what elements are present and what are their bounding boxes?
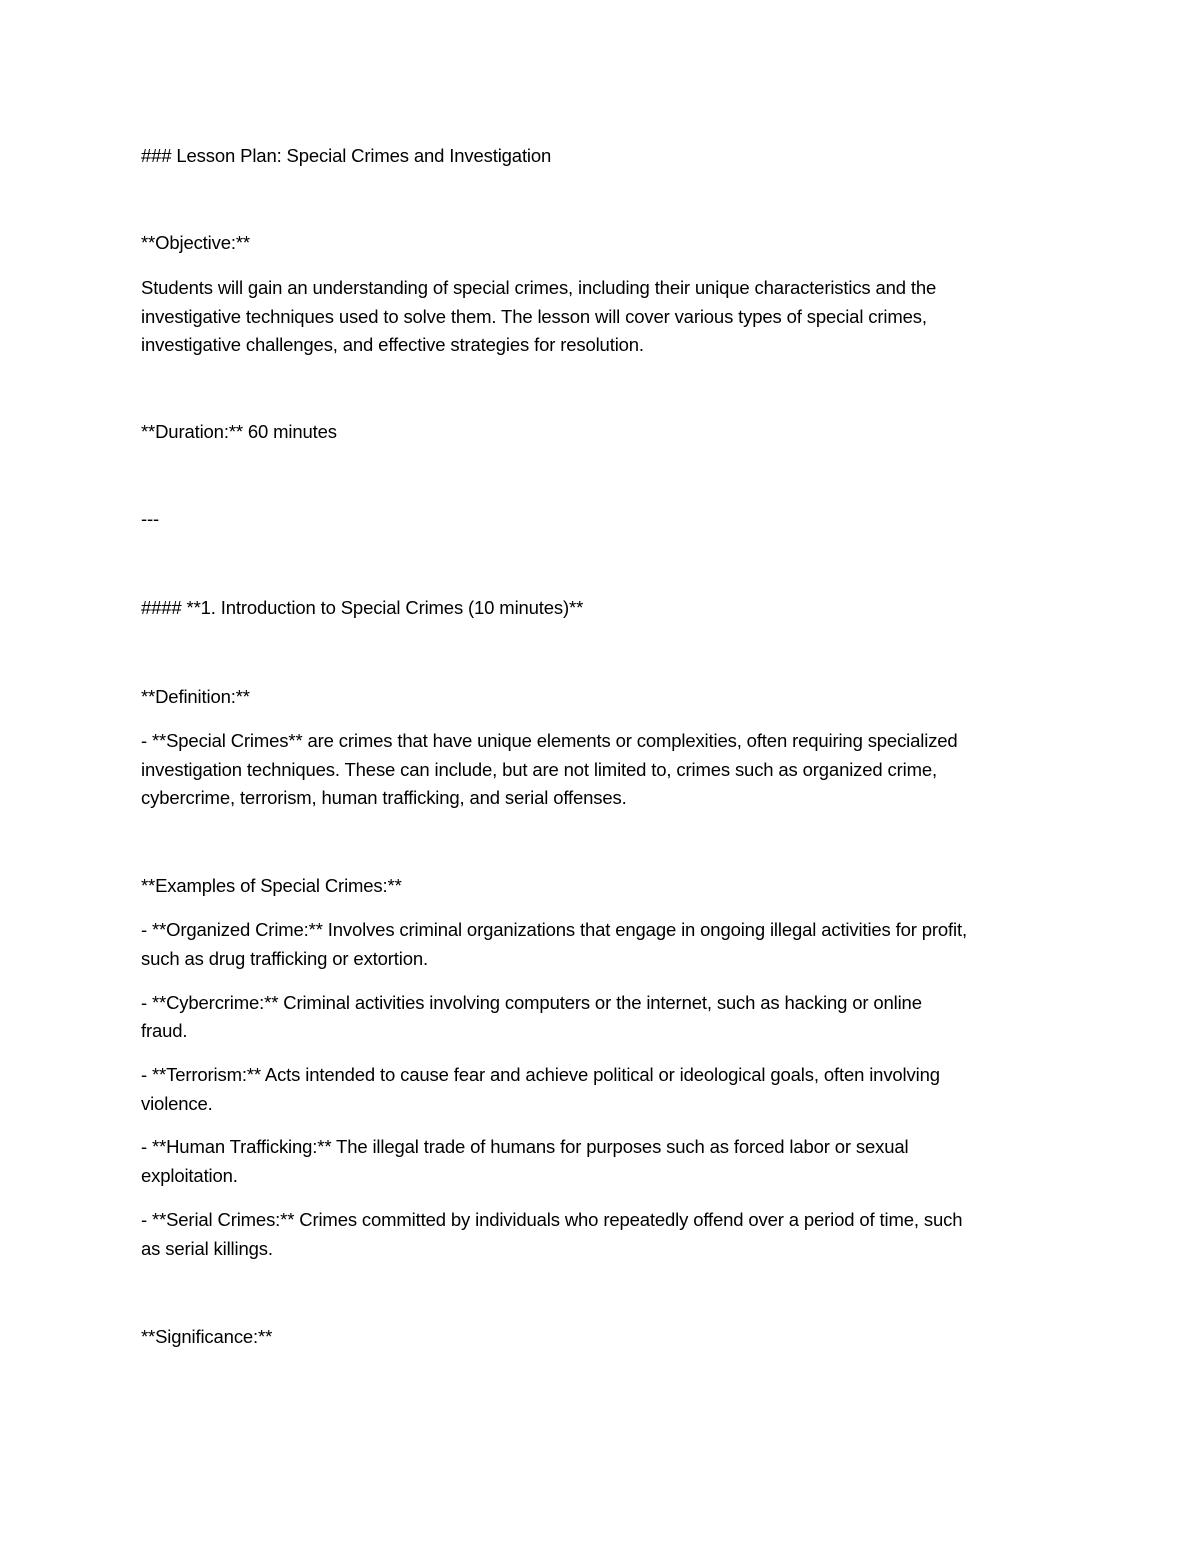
objective-line-2: investigative techniques used to solve them. The lesson will cover various types of special crimes, <box>141 306 927 327</box>
example-terrorism-line-1: - **Terrorism:** Acts intended to cause fear and achieve political or ideological goals, often involving <box>141 1064 940 1085</box>
definition-line-3: cybercrime, terrorism, human trafficking, and serial offenses. <box>141 787 627 808</box>
significance-heading: **Significance:** <box>141 1326 273 1347</box>
example-terrorism-line-2: violence. <box>141 1093 213 1114</box>
objective-heading: **Objective:** <box>141 232 250 253</box>
definition-heading: **Definition:** <box>141 686 250 707</box>
example-organized-crime-line-2: such as drug trafficking or extortion. <box>141 948 429 969</box>
lesson-title: ### Lesson Plan: Special Crimes and Investigation <box>141 145 552 166</box>
example-organized-crime-line-1: - **Organized Crime:** Involves criminal organizations that engage in ongoing illegal activities for profit, <box>141 919 967 940</box>
objective-line-3: investigative challenges, and effective strategies for resolution. <box>141 334 644 355</box>
example-serial-crimes-line-1: - **Serial Crimes:** Crimes committed by individuals who repeatedly offend over a period of time, such <box>141 1209 963 1230</box>
example-cybercrime-line-1: - **Cybercrime:** Criminal activities involving computers or the internet, such as hacking or online <box>141 992 922 1013</box>
example-serial-crimes-line-2: as serial killings. <box>141 1238 273 1259</box>
duration-line: **Duration:** 60 minutes <box>141 421 337 442</box>
examples-heading: **Examples of Special Crimes:** <box>141 875 402 896</box>
example-human-trafficking-line-2: exploitation. <box>141 1165 238 1186</box>
example-cybercrime-line-2: fraud. <box>141 1020 188 1041</box>
separator-line: --- <box>141 508 160 529</box>
definition-line-2: investigation techniques. These can include, but are not limited to, crimes such as organized crime, <box>141 759 938 780</box>
example-human-trafficking-line-1: - **Human Trafficking:** The illegal trade of humans for purposes such as forced labor or sexual <box>141 1136 909 1157</box>
definition-line-1: - **Special Crimes** are crimes that have unique elements or complexities, often requiring specialized <box>141 730 958 751</box>
section-1-heading: #### **1. Introduction to Special Crimes (10 minutes)** <box>141 597 584 618</box>
objective-line-1: Students will gain an understanding of special crimes, including their unique characteristics and the <box>141 277 937 298</box>
